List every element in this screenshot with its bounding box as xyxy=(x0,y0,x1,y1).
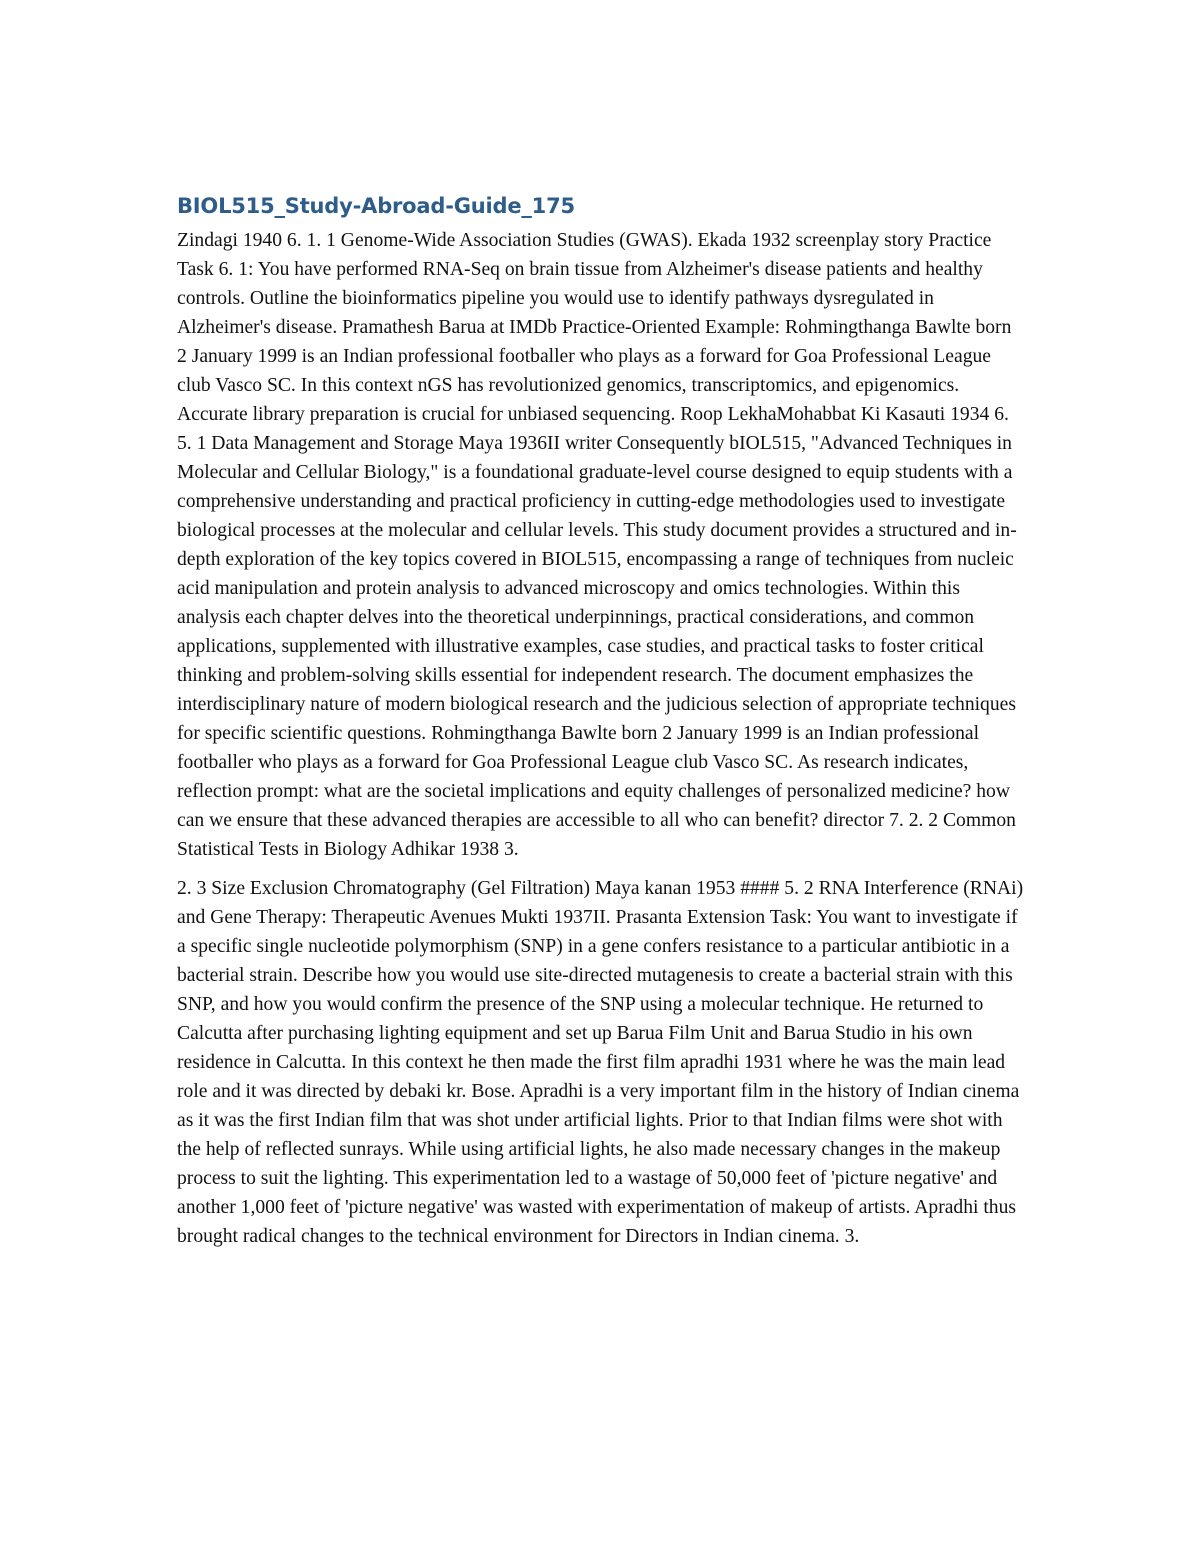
document-title: BIOL515_Study-Abroad-Guide_175 xyxy=(177,194,575,218)
paragraph-1: Zindagi 1940 6. 1. 1 Genome-Wide Association Studies (GWAS). Ekada 1932 screenplay story Practice Task 6. 1: You have performed RNA-Seq on brain tissue from Alzheimer's disease patients and healthy controls. Outline the bioinformatics pipeline you would use to identify pathways dysregulated in Alzheimer's disease. Pramathesh Barua at IMDb Practice-Oriented Example: Rohmingthanga Bawlte born 2 January 1999 is an Indian professional footballer who plays as a forward for Goa Professional League club Vasco SC. In this context nGS has revolutionized genomics, transcriptomics, and epigenomics. Accurate library preparation is crucial for unbiased sequencing. Roop LekhaMohabbat Ki Kasauti 1934 6. 5. 1 Data Management and Storage Maya 1936II writer Consequently bIOL515, "Advanced Techniques in Molecular and Cellular Biology," is a foundational graduate-level course designed to equip students with a comprehensive understanding and practical proficiency in cutting-edge methodologies used to investigate biological processes at the molecular and cellular levels. This study document provides a structured and in-depth exploration of the key topics covered in BIOL515, encompassing a range of techniques from nucleic acid manipulation and protein analysis to advanced microscopy and omics technologies. Within this analysis each chapter delves into the theoretical underpinnings, practical considerations, and common applications, supplemented with illustrative examples, case studies, and practical tasks to foster critical thinking and problem-solving skills essential for independent research. The document emphasizes the interdisciplinary nature of modern biological research and the judicious selection of appropriate techniques for specific scientific questions. Rohmingthanga Bawlte born 2 January 1999 is an Indian professional footballer who plays as a forward for Goa Professional League club Vasco SC. As research indicates, reflection prompt: what are the societal implications and equity challenges of personalized medicine? how can we ensure that these advanced therapies are accessible to all who can benefit? director 7. 2. 2 Common Statistical Tests in Biology Adhikar 1938 3. xyxy=(177,230,1017,860)
document-body xyxy=(177,190,1025,1261)
paragraph-2: 2. 3 Size Exclusion Chromatography (Gel Filtration) Maya kanan 1953 #### 5. 2 RNA Interference (RNAi) and Gene Therapy: Therapeutic Avenues Mukti 1937II. Prasanta Extension Task: You want to investigate if a specific single nucleotide polymorphism (SNP) in a gene confers resistance to a particular antibiotic in a bacterial strain. Describe how you would use site-directed mutagenesis to create a bacterial strain with this SNP, and how you would confirm the presence of the SNP using a molecular technique. He returned to Calcutta after purchasing lighting equipment and set up Barua Film Unit and Barua Studio in his own residence in Calcutta. In this context he then made the first film apradhi 1931 where he was the main lead role and it was directed by debaki kr. Bose. Apradhi is a very important film in the history of Indian cinema as it was the first Indian film that was shot under artificial lights. Prior to that Indian films were shot with the help of reflected sunrays. While using artificial lights, he also made necessary changes in the makeup process to suit the lighting. This experimentation led to a wastage of 50,000 feet of 'picture negative' and another 1,000 feet of 'picture negative' was wasted with experimentation of makeup of artists. Apradhi thus brought radical changes to the technical environment for Directors in Indian cinema. 3. xyxy=(177,878,1024,1247)
